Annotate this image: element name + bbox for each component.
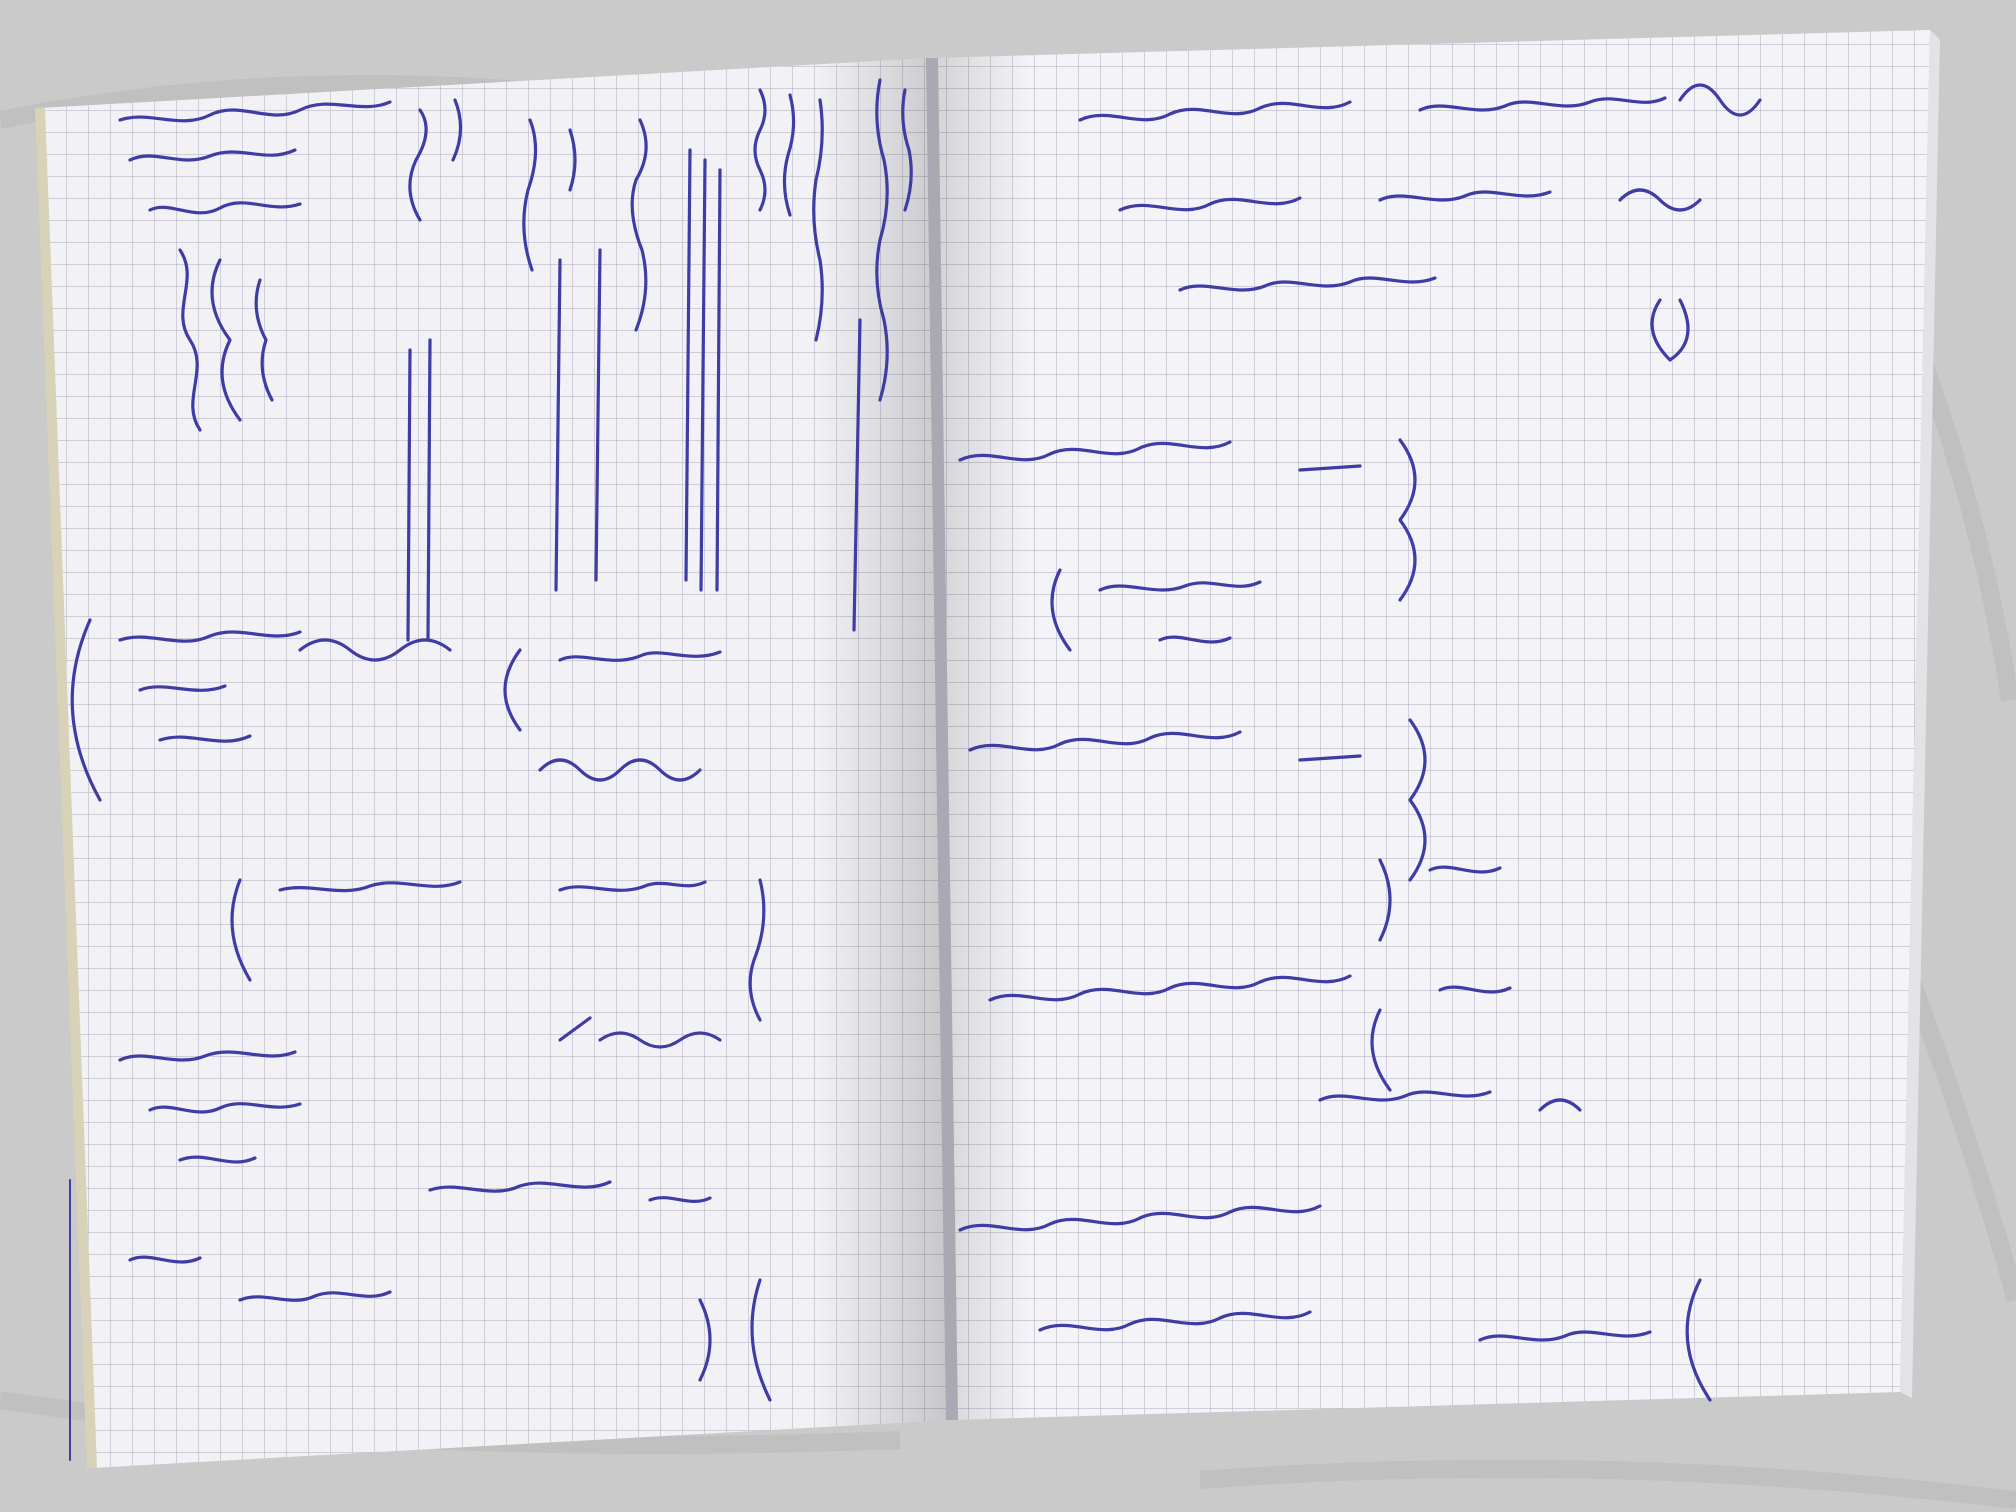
left-page — [40, 58, 950, 1468]
right-page — [930, 30, 1940, 1420]
